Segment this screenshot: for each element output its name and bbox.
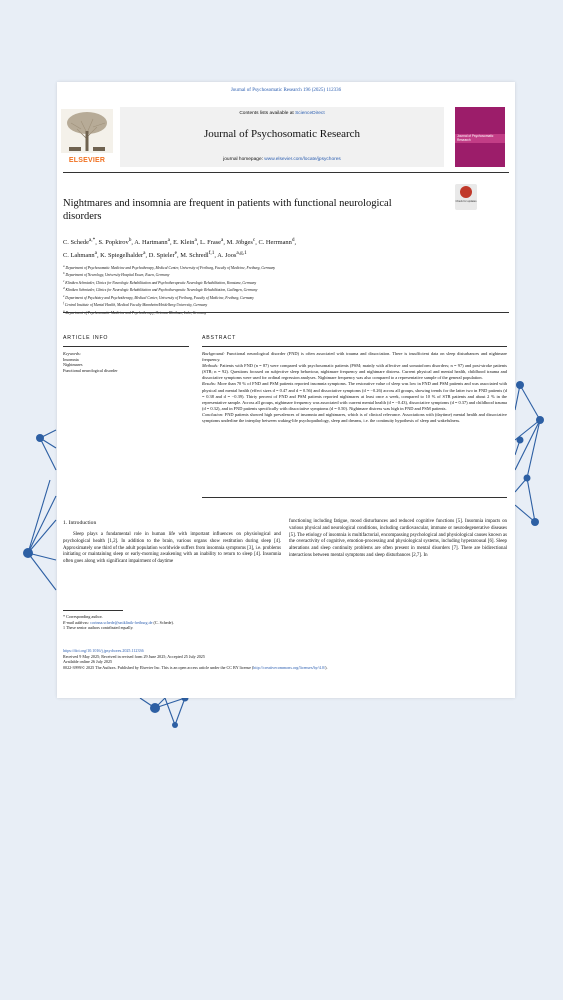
author[interactable]: E. Klein <box>173 239 195 247</box>
contents-line <box>120 111 444 116</box>
homepage-link[interactable]: www.elsevier.com/locate/jpsychores <box>264 157 341 162</box>
introduction-heading: 1. Introduction <box>63 520 97 526</box>
affiliation: $^g$ Department of Psychosomatic Medicine and Psychotherapy, Ortenau Klinikum, Lahr, Germany <box>63 308 207 315</box>
abstract-results-label: Results: <box>202 381 217 387</box>
author-sup: a <box>143 250 146 257</box>
license-prefix: 0022-3999/© 2025 The Authors. Published by Elsevier Inc. This is an open access article under the CC BY license ( <box>63 664 254 670</box>
abstract-heading: ABSTRACT <box>202 335 237 341</box>
abstract-text <box>202 351 507 424</box>
publisher-logo-text: ELSEVIER <box>68 157 106 164</box>
check-for-updates-badge[interactable] <box>455 184 477 210</box>
author[interactable]: M. Jöbges <box>226 239 253 247</box>
author[interactable]: C. Lahmann <box>63 252 95 260</box>
author-sup: a,g,1 <box>236 250 247 257</box>
article-title: Nightmares and insomnia are frequent in patients with functional neurological disorders <box>63 198 392 222</box>
author[interactable]: A. Hartmann <box>134 239 168 247</box>
intro-paragraph-continued: functioning including fatigue, mood disturbances and reduced cognitive functions [5]. Insomnia impacts on various physical and neurological conditions, including cardiovascular, immune or neurodegenerative diseases [5]. The etiology of insomnia is multifactorial, encompassing psychological and physiological causes known as the overactivity of cognitive, emotion-processing and physiological systems, including hyperarousal [6]. Sleep alterations and sleep continuity problems are often present in mental disorders [7]. There are bidirectional interactions between mental symptoms and sleep disturbances [2,7]. In <box>289 519 507 558</box>
affiliations <box>63 264 503 316</box>
journal-cover-thumbnail <box>455 107 505 167</box>
doi-link[interactable]: https://doi.org/10.1016/j.jpsychores.2025.112336 <box>63 648 144 653</box>
cover-title: Journal of Psychosomatic Research <box>457 134 494 142</box>
author-sup: a <box>94 250 97 257</box>
license-suffix: ). <box>325 664 328 670</box>
author-sup: b <box>128 237 132 243</box>
abstract-methods-label: Methods: <box>202 363 219 369</box>
author[interactable]: A. Joos <box>217 252 237 260</box>
paper-page <box>57 82 515 698</box>
journal-name: Journal of Psychosomatic Research <box>203 128 361 140</box>
affiliation: $^b$ Department of Neurology, University Hospital Essen, Essen, Germany <box>63 271 170 278</box>
author[interactable]: C. Schede <box>63 239 89 247</box>
keyword: Functional neurological disorder <box>63 367 118 373</box>
author-sup: e <box>174 250 177 257</box>
author[interactable]: D. Spieler <box>148 252 175 260</box>
publication-info <box>63 648 503 670</box>
author[interactable]: K. Spiegelhalder <box>100 252 144 260</box>
article-info-heading: ARTICLE INFO <box>63 335 109 341</box>
received-dates: Received 9 May 2025; Received in revised form 29 June 2025; Accepted 25 July 2025 <box>63 653 205 659</box>
abstract-methods: Patients with FND (n = 87) were compared with psychosomatic patients (PSM; mainly with affective and somatoform disorders; n = 97) and post-stroke patients (STR; n = 92). Questions focused on subjective sleep behaviour, nightmare frequency and nightmare distress. Current physical and mental health, childhood trauma and dissociative symptoms were used for ordinal regression analyses. Nightmare frequency was also compared to a representative sample of the general population. <box>202 363 507 381</box>
check-updates-label: Check for updates <box>455 200 477 203</box>
article-info-rule <box>63 346 189 347</box>
author-sup: c <box>252 237 256 243</box>
author-sup: f,1 <box>208 250 215 257</box>
keywords-label: Keywords: <box>63 351 81 356</box>
intro-left-column <box>63 532 281 566</box>
author[interactable]: S. Popkirov <box>98 239 129 247</box>
abstract-background-label: Background: <box>202 351 225 356</box>
journal-citation[interactable]: Journal of Psychosomatic Research 196 (2025) 112336 <box>230 88 342 93</box>
affiliation-rule <box>63 312 509 313</box>
affiliation: $^c$ Kliniken Schmieder, Clinics for Neurologic Rehabilitation and Psychotherapeutic Neurologic Rehabilitation, Konstanz, Germany <box>63 278 257 286</box>
intro-right-column <box>289 519 507 560</box>
abstract-results: More than 70 % of FND and PSM patients reported insomnia symptoms. The restorative value of sleep was low in FND and PSM patients and was associated with physical and mental health (effect sizes d = 0.47 and d = 0.56) and dissociative symptoms (d = −0.26) across all groups, showing trends for the latter two in FND patients (d = 0.38 and d = −0.39). Thirty percent of FND and PSM patients reported nightmares at least once a week, compared to 10 % of STR patients and about 2 % in the representative sample. Across all groups, nightmare frequency was associated with current mental health (d = −0.43), dissociative symptoms (d = 0.37) and childhood trauma (d = 0.32), and in FND patients specifically with dissociative symptoms (d = 0.50). Nightmare distress was high in FND and PSM patients. <box>202 381 507 411</box>
author[interactable]: L. Frase <box>200 239 221 247</box>
abstract-bottom-rule <box>202 497 507 498</box>
author-sup: a,* <box>88 237 96 243</box>
sciencedirect-link[interactable]: ScienceDirect <box>295 111 325 116</box>
license-line <box>63 665 503 671</box>
abstract-conclusion: FND patients showed high prevalences of insomnia and nightmares, which is of clinical relevance. Associations with (daytime) mental health and dissociative symptoms underline the interplay between waking-life psychopathology, sleep and dreams, i.e. the continuity hypothesis of sleep and wakefulness. <box>202 411 507 424</box>
abstract-rule <box>202 346 507 347</box>
author-sup: a <box>221 237 224 243</box>
footnote-rule <box>63 610 123 611</box>
affiliation: $^a$ Department of Psychosomatic Medicine and Psychotherapy, Medical Center, University of Freiburg, Faculty of Medicine, Freiburg, Germany <box>63 264 276 271</box>
author-sup: d <box>291 237 295 243</box>
keywords-list <box>63 357 193 373</box>
author[interactable]: C. Herrmann <box>258 239 292 247</box>
intro-paragraph: Sleep plays a fundamental role in human life with important influences on physiological and psychological health [1,2]. In addition to the brain, various organs show restitution during sleep [4]. Approximately one third of the adult population worldwide suffers from insomnia symptoms [3], i.e. problems initiating or maintaining sleep or early-morning awakening with an inability to return to sleep [4]. Insomnia often goes along with significant impairment of daytime <box>63 532 281 565</box>
journal-header <box>120 107 444 167</box>
corresponding-author-note: * Corresponding author. <box>63 614 103 619</box>
header-rule <box>63 172 509 173</box>
keyword: Insomnia <box>63 357 79 362</box>
email-link[interactable]: corinna.schede@uniklinik-freiburg.de <box>90 619 153 625</box>
affiliation: $^d$ Kliniken Schmieder, Clinics for Neurologic Rehabilitation and Psychotherapeutic Neurologic Rehabilitation, Gailingen, Germany <box>63 286 258 293</box>
homepage-prefix: journal homepage: <box>223 157 265 162</box>
email-label: E-mail address: <box>63 619 91 625</box>
author-list: C. Schede$^{a,*}$, S. Popkirov$^b$, A. Hartmann$^a$, E. Klein$^a$, L. Frase$^a$, M. Jöbges$^c$, C. Herrmann$^d$, C. Lahmann$^a$, K. Spiegelhalder$^a$, D. Spieler$^e$, M. Schredl$^{f,1}$, A. Joos$^{a,g,1}$ <box>63 237 297 260</box>
contents-prefix: Contents lists available at <box>239 111 296 116</box>
equal-contribution-note: 1 These senior authors contributed equally. <box>63 625 134 631</box>
available-online: Available online 26 July 2025 <box>63 659 113 665</box>
author[interactable]: M. Schredl <box>180 252 209 260</box>
keyword: Nightmares <box>63 362 83 368</box>
affiliation: $^e$ Department of Psychiatry and Psychotherapy, Medical Center, University of Freiburg, Faculty of Medicine, Freiburg, Germany <box>63 293 254 300</box>
footnotes <box>63 614 503 631</box>
license-link[interactable]: http://creativecommons.org/licenses/by/4.0/ <box>253 664 326 670</box>
abstract-background: Functional neurological disorder (FND) is often associated with trauma and dissociation. There is insufficient data on sleep disturbances and nightmare frequency. <box>202 351 507 363</box>
email-suffix: (C. Schede). <box>152 619 174 625</box>
author-sup: a <box>167 237 170 243</box>
author-sup: a <box>194 237 197 243</box>
abstract-conclusion-label: Conclusion: <box>202 411 224 417</box>
homepage-line <box>120 157 444 162</box>
check-updates-icon <box>460 186 472 198</box>
affiliation: $^f$ Central Institute of Mental Health, Medical Faculty Mannheim/Heidelberg University, Germany <box>63 301 208 308</box>
